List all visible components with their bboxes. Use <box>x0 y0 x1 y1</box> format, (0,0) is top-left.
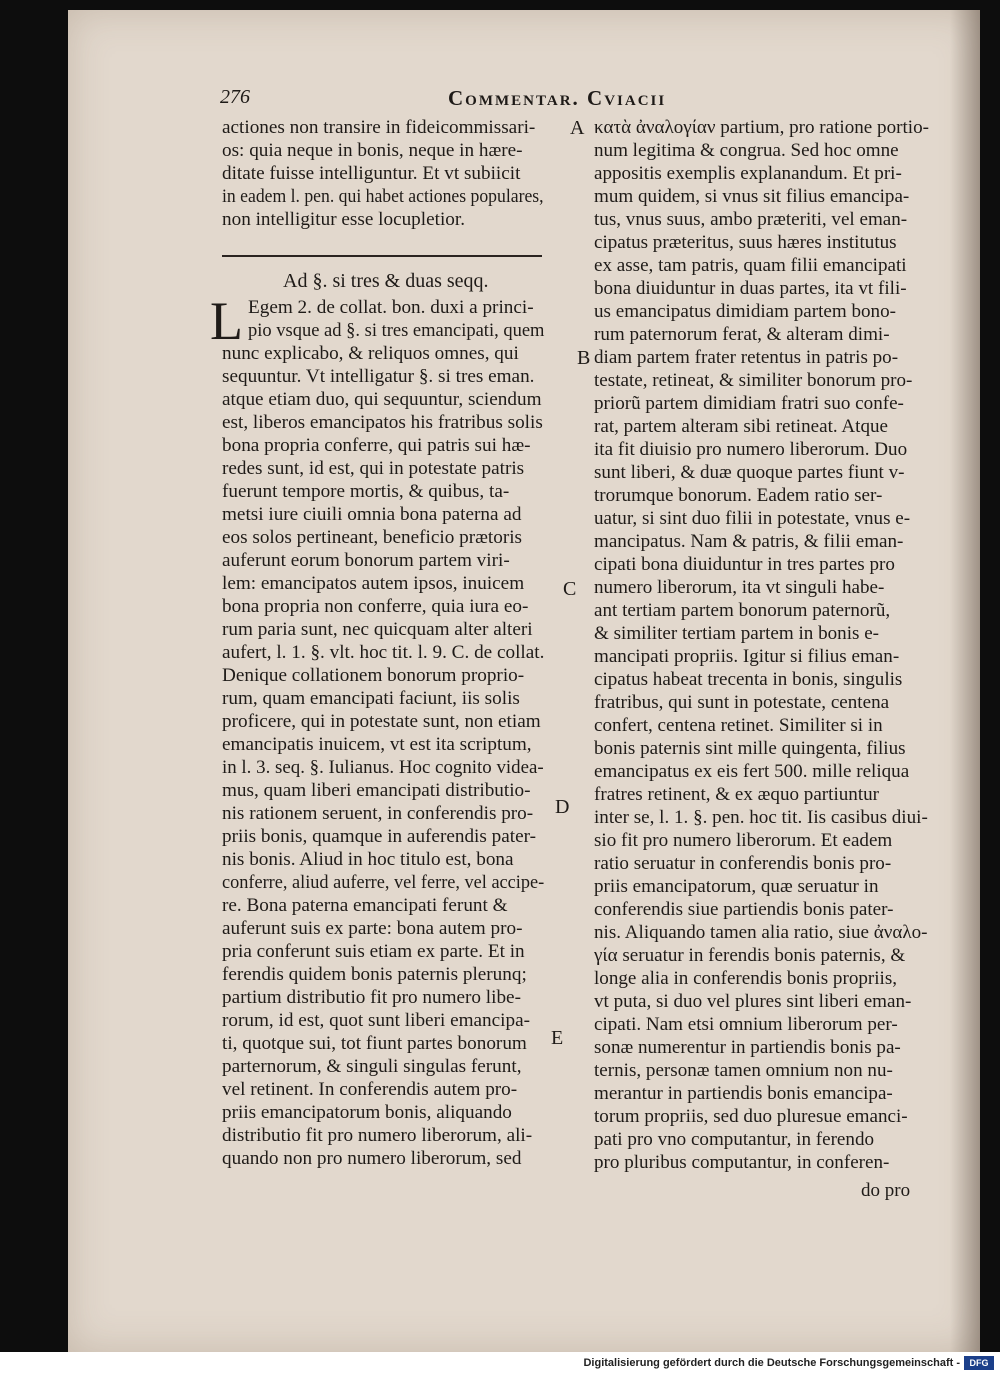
text-line: ita fit diuisio pro numero liberorum. Duo <box>594 439 908 460</box>
text-line: quando non pro numero liberorum, sed <box>222 1148 522 1169</box>
running-header <box>0 86 1000 114</box>
text-line: ant tertiam partem bonorum paternorũ, <box>594 600 891 621</box>
text-line: re. Bona paterna emancipati ferunt & <box>222 895 508 916</box>
text-line: cipatus præteritus, suus hæres institutus <box>594 232 897 253</box>
running-title: Commentar. Cviacii <box>448 86 667 110</box>
text-line: ratio seruatur in conferendis bonis pro- <box>594 853 892 874</box>
text-line: bonis paternis sint mille quingenta, filius <box>594 738 906 759</box>
text-line: mancipatus. Nam & patris, & filii eman- <box>594 531 904 552</box>
text-line: rorum, id est, quot sunt liberi emancipa- <box>222 1010 530 1031</box>
text-line: ti, quotque sui, tot fiunt partes bonorum <box>222 1033 527 1054</box>
text-line: numero liberorum, ita vt singuli habe- <box>594 577 885 598</box>
text-line: trorumque bonorum. Eadem ratio ser- <box>594 485 883 506</box>
text-line: eos solos pertineant, beneficio prætoris <box>222 527 523 548</box>
text-line: ternis, personæ tamen omnium non nu- <box>594 1060 893 1081</box>
text-line: ex asse, tam patris, quam filii emancipati <box>594 255 907 276</box>
text-line: vt puta, si duo vel plures sint liberi eman- <box>594 991 912 1012</box>
text-line: sequuntur. Vt intelligatur §. si tres eman. <box>222 366 535 387</box>
text-line: cipati. Nam etsi omnium liberorum per- <box>594 1014 898 1035</box>
text-line: priis emancipatorum bonis, aliquando <box>222 1102 512 1123</box>
text-line: sio fit pro numero liberorum. Et eadem <box>594 830 893 851</box>
text-line: pati pro vno computantur, in ferendo <box>594 1129 875 1150</box>
margin-letter-b: B <box>577 347 591 369</box>
text-line: pio vsque ad §. si tres emancipati, quem <box>248 320 545 341</box>
text-line: Egem 2. de collat. bon. duxi a princi- <box>248 297 534 318</box>
digitization-footer <box>0 1352 1000 1375</box>
text-line: uatur, si sint duo filii in potestate, vnus e- <box>594 508 911 529</box>
text-line: distributio fit pro numero liberorum, ali- <box>222 1125 533 1146</box>
text-line: vel retinent. In conferendis autem pro- <box>222 1079 518 1100</box>
text-line: actiones non transire in fideicommissari- <box>222 117 536 138</box>
text-line: rum paternorum ferat, & alteram dimi- <box>594 324 890 345</box>
text-line: tus, vnus suus, ambo præteriti, vel eman- <box>594 209 908 230</box>
text-line: mancipati propriis. Igitur si filius eman- <box>594 646 900 667</box>
text-line: auferunt suis ex parte: bona autem pro- <box>222 918 523 939</box>
dfg-logo-icon: DFG <box>964 1356 994 1370</box>
text-line: emancipatis inuicem, vt est ita scriptum, <box>222 734 532 755</box>
text-line: aufert, l. 1. §. vlt. hoc tit. l. 9. C. de collat. <box>222 642 545 663</box>
text-line: fratribus, qui sunt in potestate, centena <box>594 692 890 713</box>
catchword: do pro <box>861 1180 911 1201</box>
text-line: os: quia neque in bonis, neque in hære- <box>222 140 523 161</box>
text-line: inter se, l. 1. §. pen. hoc tit. Iis casibus diui- <box>594 807 928 828</box>
text-line: κατὰ ἀναλογίαν partium, pro ratione portio- <box>594 117 929 138</box>
text-line: rat, partem alteram sibi retineat. Atque <box>594 416 889 437</box>
text-line: in l. 3. seq. §. Iulianus. Hoc cognito videa- <box>222 757 544 778</box>
section-heading: Ad §. si tres & duas seqq. <box>283 270 489 292</box>
text-line: sunt liberi, & duæ quoque partes fiunt v- <box>594 462 905 483</box>
page-number: 276 <box>220 86 250 108</box>
text-line: metsi iure ciuili omnia bona paterna ad <box>222 504 522 525</box>
margin-letter-d: D <box>555 796 570 818</box>
text-line: ferendis quidem bonis paternis plerunq; <box>222 964 527 985</box>
text-line: confert, centena retinet. Similiter si in <box>594 715 883 736</box>
text-line: proficere, qui in potestate sunt, non etiam <box>222 711 541 732</box>
text-line: auferunt eorum bonorum partem viri- <box>222 550 510 571</box>
text-line: partium distributio fit pro numero libe- <box>222 987 521 1008</box>
text-line: fuerunt tempore mortis, & quibus, ta- <box>222 481 510 502</box>
margin-letter-a: A <box>570 117 585 139</box>
text-line: γία seruatur in ferendis bonis paternis, & <box>594 945 906 966</box>
text-line: torum propriis, sed duo pluresue emanci- <box>594 1106 908 1127</box>
text-line: atque etiam duo, qui sequuntur, sciendum <box>222 389 542 410</box>
section-rule <box>222 255 542 257</box>
text-line: mus, quam liberi emancipati distributio- <box>222 780 531 801</box>
margin-letter-c: C <box>563 578 577 600</box>
text-line: appositis exemplis explanandum. Et pri- <box>594 163 902 184</box>
text-line: parternorum, & singuli singulas ferunt, <box>222 1056 522 1077</box>
text-line: sonæ numerentur in partiendis bonis pa- <box>594 1037 901 1058</box>
text-line: rum paria sunt, nec quicquam alter alteri <box>222 619 533 640</box>
text-line: in eadem l. pen. qui habet actiones populares, <box>222 186 544 207</box>
text-line: lem: emancipatos autem ipsos, inuicem <box>222 573 525 594</box>
text-line: est, liberos emancipatos his fratribus solis <box>222 412 543 433</box>
text-line: mum quidem, si vnus sit filius emancipa- <box>594 186 910 207</box>
text-line: pro pluribus computantur, in conferen- <box>594 1152 890 1173</box>
text-line: priis bonis, quamque in auferendis pater- <box>222 826 536 847</box>
text-line: nis rationem seruent, in conferendis pro- <box>222 803 534 824</box>
text-line: nis bonis. Aliud in hoc titulo est, bona <box>222 849 514 870</box>
text-line: redes sunt, id est, qui in potestate patris <box>222 458 525 479</box>
text-line: priorũ partem dimidiam fratri suo confe- <box>594 393 904 414</box>
text-line: nunc explicabo, & reliquos omnes, qui <box>222 343 519 364</box>
text-line: bona propria conferre, qui patris sui hæ- <box>222 435 531 456</box>
text-line: us emancipatus dimidiam partem bono- <box>594 301 896 322</box>
drop-initial: L <box>210 291 243 351</box>
text-line: longe alia in conferendis bonis propriis, <box>594 968 898 989</box>
text-line: nis. Aliquando tamen alia ratio, siue ἀναλο- <box>594 922 928 943</box>
text-line: non intelligitur esse locupletior. <box>222 209 466 230</box>
text-line: emancipatus ex eis fert 500. mille reliqua <box>594 761 910 782</box>
footer-credit: Digitalisierung gefördert durch die Deutsche Forschungsgemeinschaft - <box>583 1357 960 1369</box>
text-line: testate, retineat, & similiter bonorum pro- <box>594 370 913 391</box>
text-line: fratres retinent, & ex æquo partiuntur <box>594 784 880 805</box>
text-line: Denique collationem bonorum proprio- <box>222 665 525 686</box>
text-line: pria conferunt suis etiam ex parte. Et in <box>222 941 525 962</box>
text-line: diam partem frater retentus in patris po- <box>594 347 899 368</box>
text-line: bona propria non conferre, quia iura eo- <box>222 596 529 617</box>
text-line: conferre, aliud auferre, vel ferre, vel accipe- <box>222 872 545 893</box>
text-line: cipatus habeat trecenta in bonis, singulis <box>594 669 903 690</box>
text-line: bona diuiduntur in duas partes, ita vt fili- <box>594 278 907 299</box>
text-line: conferendis siue partiendis bonis pater- <box>594 899 894 920</box>
margin-letter-e: E <box>551 1027 564 1049</box>
text-line: ditate fuisse intelliguntur. Et vt subiicit <box>222 163 521 184</box>
text-line: cipati bona diuiduntur in tres partes pro <box>594 554 895 575</box>
text-line: merantur in partiendis bonis emancipa- <box>594 1083 893 1104</box>
text-line: priis emancipatorum, quæ seruatur in <box>594 876 879 897</box>
text-line: rum, quam emancipati faciunt, iis solis <box>222 688 520 709</box>
text-line: num legitima & congrua. Sed hoc omne <box>594 140 899 161</box>
text-line: & similiter tertiam partem in bonis e- <box>594 623 880 644</box>
